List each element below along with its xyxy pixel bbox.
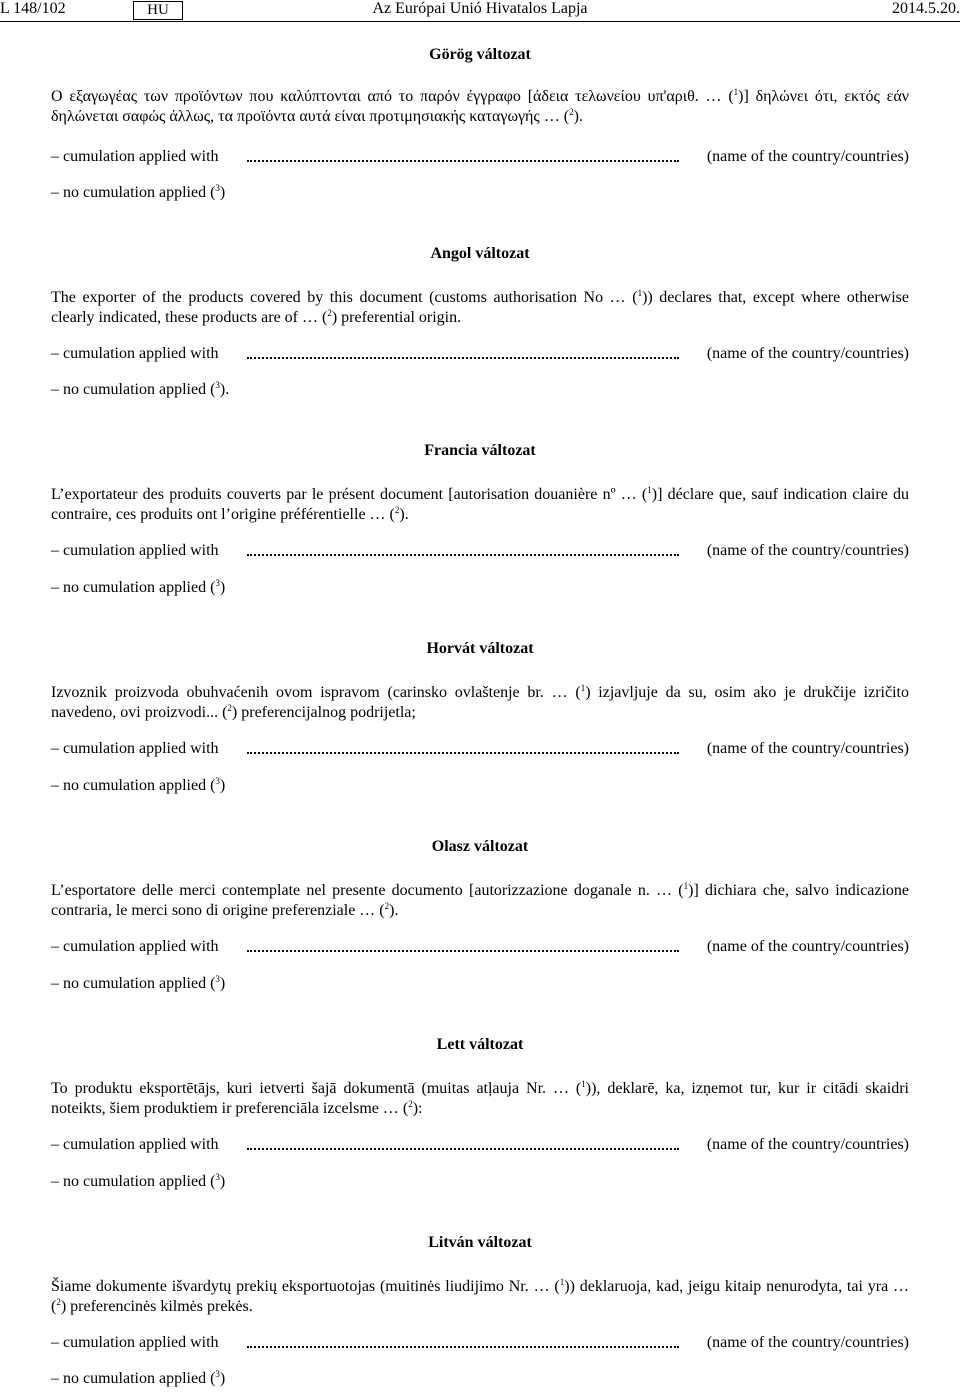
dotted-fill-field [247,944,679,952]
no-cumulation-end: . [225,381,230,398]
footnote-ref-2: 2 [384,901,390,911]
no-cumulation-line [51,776,909,796]
footnote-ref-3: 3 [215,183,220,193]
no-cumulation-text: – no cumulation applied [51,1173,207,1190]
no-cumulation-line [51,578,909,598]
journal-reference: L 148/102 [0,0,66,17]
section-title: Litván változat [428,1234,532,1251]
section-title: Horvát változat [426,640,534,657]
section-title: Lett változat [436,1036,524,1053]
declaration-paragraph [51,1277,909,1317]
paragraph-text: ) preferencinės kilmės prekės. [60,1298,253,1315]
footnote-ref-1: 1 [683,881,689,891]
country-name-hint: (name of the country/countries) [706,1136,909,1153]
paragraph-text: ). [573,108,583,125]
paragraph-text: )) deklaruoja, kad, jeigu kitaip nenurodyta, tai yra … ( [51,1278,910,1315]
cumulation-line [51,147,909,167]
footnote-ref-3: 3 [215,974,220,984]
no-cumulation-line [51,380,909,400]
no-cumulation-text: – no cumulation applied [51,184,207,201]
section-title: Francia változat [424,442,536,459]
cumulation-line [51,937,909,957]
no-cumulation-line [51,183,909,203]
footnote-ref-1: 1 [733,87,739,97]
section-title: Angol változat [430,245,530,262]
no-cumulation-line [51,974,909,994]
footnote-ref-1: 1 [637,288,643,298]
declaration-paragraph [51,881,909,921]
paragraph-text: ). [389,902,399,919]
declaration-paragraph [51,683,909,723]
cumulation-line [51,1333,909,1353]
paragraph-text: ): [412,1100,423,1117]
cumulation-label: – cumulation applied with [51,542,219,559]
cumulation-label: – cumulation applied with [51,740,219,757]
no-cumulation-text: – no cumulation applied [51,1370,207,1387]
cumulation-line [51,541,909,561]
declaration-paragraph [51,87,909,127]
no-cumulation-text: – no cumulation applied [51,381,207,398]
publication-date: 2014.5.20. [892,0,960,17]
dotted-fill-field [247,351,679,359]
no-cumulation-label: – no cumulation applied ($^3$) [51,1172,226,1190]
footnote-ref-2: 2 [569,107,574,117]
paragraph-text: )) declares that, except where otherwise clearly indicated, these products are of … ( [51,289,910,326]
paragraph-text: )] déclare que, sauf indication claire du contraire, ces produits ont l’origine préférentielle … ( [51,486,909,523]
page-header [0,0,960,22]
footnote-ref-2: 2 [56,1297,61,1307]
cumulation-label: – cumulation applied with [51,1334,219,1351]
paragraph-text: The exporter of the products covered by this document (customs authorisation No … ( [51,289,638,306]
paragraph-text: ) izjavljuje da su, osim ako je drukčije izričito navedeno, ovi proizvodi... ( [51,684,909,721]
dotted-fill-field [247,1142,679,1150]
no-cumulation-line [51,1369,909,1389]
no-cumulation-label: – no cumulation applied ($^3$) [51,1369,226,1387]
header-rule [0,21,960,22]
paragraph-text: Šiame dokumente išvardytų prekių eksportuotojas (muitinės liudijimo Nr. … ( [51,1278,560,1295]
no-cumulation-text: – no cumulation applied [51,579,207,596]
declaration-paragraph [51,1079,909,1119]
cumulation-line [51,344,909,364]
paragraph-text: Ο εξαγωγέας των προϊόντων που καλύπτονται από το παρόν έγγραφο [άδεια τελωνείου υπ'αριθ. … ( [51,88,734,105]
no-cumulation-label: – no cumulation applied ($^3$) [51,974,226,992]
dotted-fill-field [247,1340,679,1348]
cumulation-line [51,739,909,759]
cumulation-label: – cumulation applied with [51,1136,219,1153]
cumulation-label: – cumulation applied with [51,938,219,955]
footnote-ref-2: 2 [227,703,232,713]
cumulation-label: – cumulation applied with [51,148,219,165]
no-cumulation-label: – no cumulation applied ($^3$) [51,578,226,596]
section-title: Olasz változat [431,838,529,855]
no-cumulation-line [51,1172,909,1192]
no-cumulation-label: – no cumulation applied ($^3$). [51,380,230,398]
section-title: Görög változat [429,46,531,63]
country-name-hint: (name of the country/countries) [706,345,909,362]
paragraph-text: L’exportateur des produits couverts par le présent document [autorisation douanière nº … ( [51,486,648,503]
paragraph-text: ). [399,506,409,523]
no-cumulation-label: – no cumulation applied ($^3$) [51,776,226,794]
journal-title: Az Európai Unió Hivatalos Lapja [372,0,588,17]
paragraph-text: Izvoznik proizvoda obuhvaćenih ovom ispravom (carinsko ovlaštenje br. … ( [51,684,581,701]
dotted-fill-field [247,154,679,162]
footnote-ref-3: 3 [215,1172,220,1182]
cumulation-line [51,1135,909,1155]
footnote-ref-2: 2 [327,308,332,318]
dotted-fill-field [247,746,679,754]
paragraph-text: )] δηλώνει ότι, εκτός εάν δηλώνεται σαφώς άλλως, τα προϊόντα αυτά είναι προτιμησιακής καταγωγής … ( [51,88,909,125]
paragraph-text: To produktu eksportētājs, kuri ietverti šajā dokumentā (muitas atļauja Nr. … ( [51,1080,582,1097]
no-cumulation-text: – no cumulation applied [51,975,207,992]
footnote-ref-3: 3 [215,578,220,588]
footnote-ref-1: 1 [580,683,586,693]
paragraph-text: )] dichiara che, salvo indicazione contraria, le merci sono di origine preferenziale … ( [51,882,909,919]
no-cumulation-text: – no cumulation applied [51,777,207,794]
footnote-ref-1: 1 [647,485,652,495]
footnote-ref-2: 2 [408,1099,413,1109]
country-name-hint: (name of the country/countries) [706,938,909,955]
footnote-ref-3: 3 [215,1369,220,1379]
footnote-ref-2: 2 [394,505,400,515]
no-cumulation-label: – no cumulation applied ($^3$) [51,183,226,201]
country-name-hint: (name of the country/countries) [706,740,909,757]
dotted-fill-field [247,548,679,556]
footnote-ref-3: 3 [215,380,220,390]
country-name-hint: (name of the country/countries) [706,542,909,559]
cumulation-label: – cumulation applied with [51,345,219,362]
paragraph-text: ) preferencijalnog podrijetla; [231,704,416,721]
footnote-ref-1: 1 [581,1079,586,1089]
footnote-ref-1: 1 [559,1277,565,1287]
footnote-ref-3: 3 [215,776,220,786]
paragraph-text: ) preferential origin. [331,309,462,326]
paragraph-text: L’esportatore delle merci contemplate nel presente documento [autorizzazione doganale n. … ( [51,882,684,899]
language-code-badge: HU [133,1,183,20]
country-name-hint: (name of the country/countries) [706,148,909,165]
paragraph-text: )), deklarē, ka, izņemot tur, kur ir citādi skaidri noteikts, šiem produktiem ir preferenciāla izcelsme … ( [51,1080,909,1117]
declaration-paragraph [51,485,909,525]
country-name-hint: (name of the country/countries) [706,1334,909,1351]
declaration-paragraph [51,288,909,328]
